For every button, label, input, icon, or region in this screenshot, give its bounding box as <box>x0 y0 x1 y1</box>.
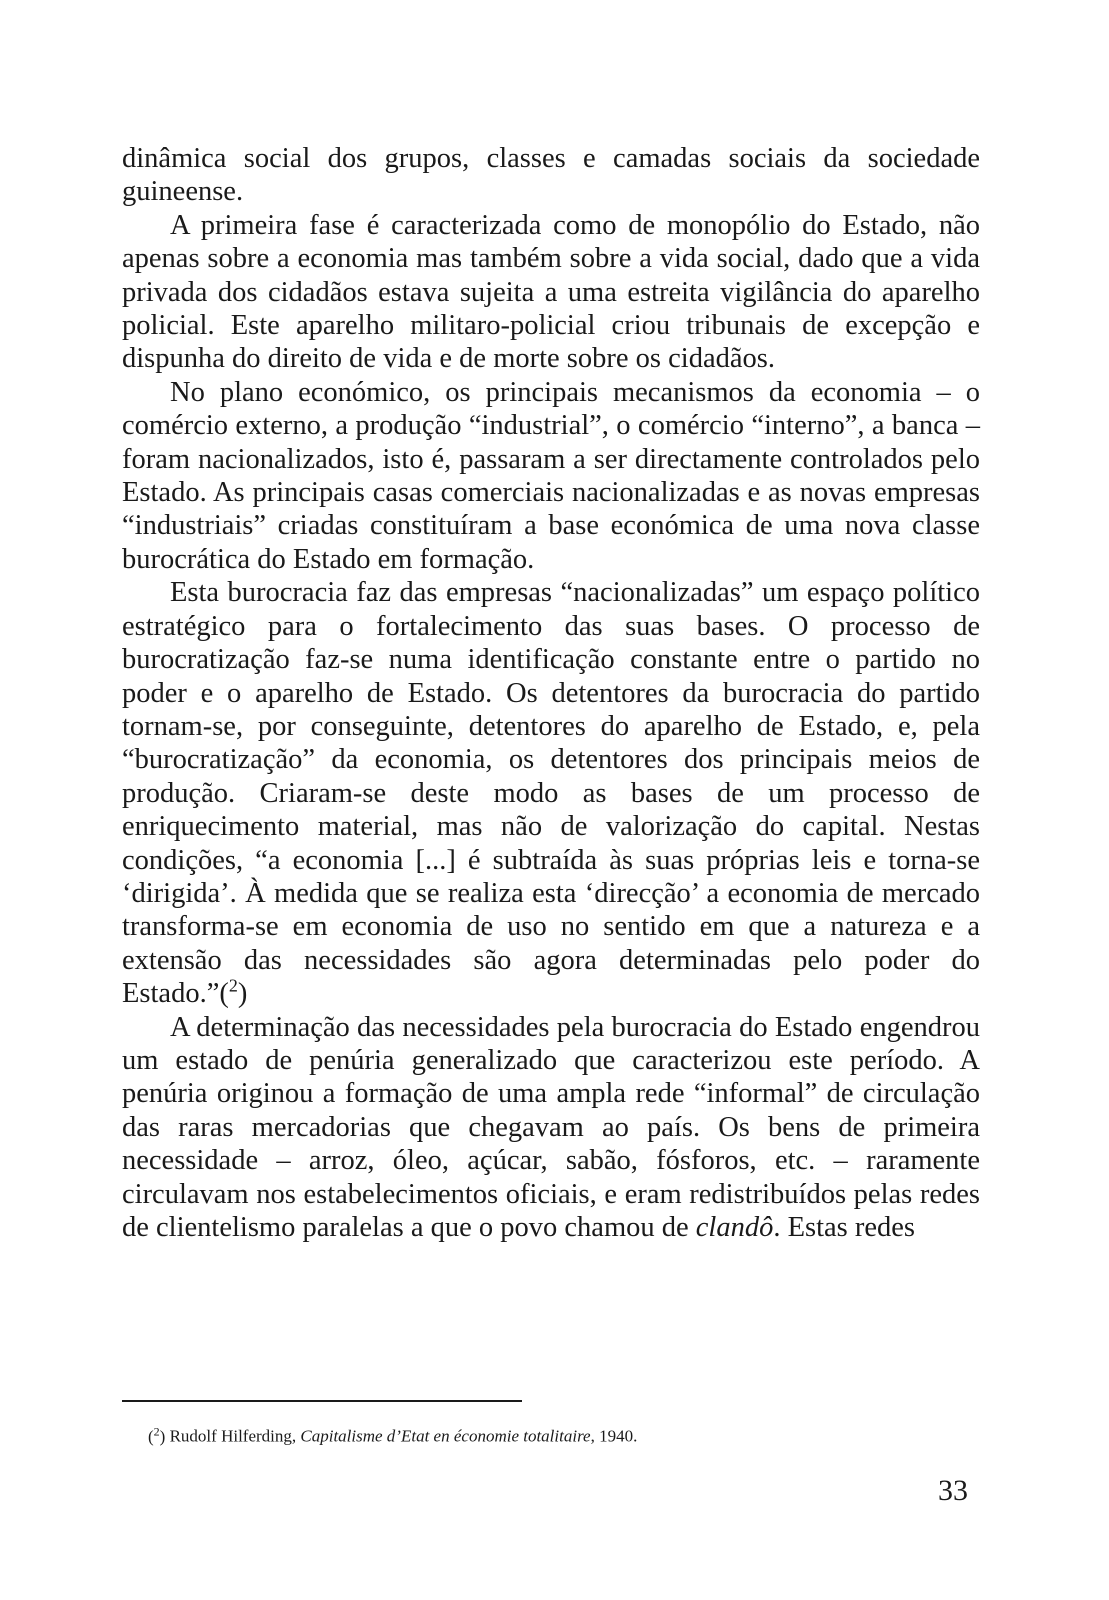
footnote-mark <box>148 1424 166 1446</box>
footnote-divider <box>122 1400 522 1402</box>
footnote <box>148 1420 968 1448</box>
paragraph-3: No plano económico, os principais mecanismos da economia – o comércio externo, a produção “industrial”, o comércio “interno”, a banca – foram nacionalizados, isto é, passaram a ser directamente controlados pelo Estado. As principais casas comerciais nacionalizadas e as novas empresas “industriais” criadas constituíram a base económica de uma nova classe burocrática do Estado em formação. <box>122 376 980 575</box>
footnote-mark-number: 2 <box>153 1424 160 1438</box>
paragraph-1: dinâmica social dos grupos, classes e camadas sociais da sociedade guineense. <box>122 143 980 208</box>
footnote-mark-close: ) <box>159 1426 166 1446</box>
paragraph-5 <box>122 1011 980 1245</box>
footnote-author: Rudolf Hilferding, <box>165 1426 301 1446</box>
paragraph-4 <box>122 576 980 1010</box>
footnote-title: Capitalisme d’Etat en économie totalitaire <box>300 1426 591 1446</box>
paragraph-4-text: Esta burocracia faz das empresas “nacionalizadas” um espaço político estratégico para o fortalecimento das suas bases. O processo de burocratização faz-se numa identificação constante entre o partido no poder e o aparelho de Estado. Os detentores da burocracia do partido tornam-se, por conseguinte, detentores do aparelho de Estado, e, pela “burocratização” da economia, os detentores dos principais meios de produção. Criaram-se deste modo as bases de um processo de enriquecimento material, mas não de valorização do capital. Nestas condições, “a economia [...] é subtraída às suas próprias leis e torna-se ‘dirigida’. À medida que se realiza esta ‘direcção’ a economia de mercado transforma-se em economia de uso no sentido em que a natureza e a extensão das necessidades são agora determinadas pelo poder do Estado.”( <box>122 577 980 1010</box>
paragraph-5-text: A determinação das necessidades pela burocracia do Estado engendrou um estado de penúria generalizado que caracterizou este período. A penúria originou a formação de uma ampla rede “informal” de circulação das raras mercadorias que chegavam ao país. Os bens de primeira necessidade – arroz, óleo, açúcar, sabão, fósforos, etc. – raramente circulavam nos estabelecimentos oficiais, e eram redistribuídos pelas redes de clientelismo paralelas a que o povo chamou de <box>122 1011 980 1243</box>
footnote-reference[interactable]: 2 <box>228 975 238 996</box>
footnote-mark-open: ( <box>148 1426 154 1446</box>
paragraph-5-end: . Estas redes <box>773 1212 916 1243</box>
paragraph-5-italic-term: clandô <box>695 1212 774 1243</box>
paragraph-2: A primeira fase é caracterizada como de monopólio do Estado, não apenas sobre a economia mas também sobre a vida social, dado que a vida privada dos cidadãos estava sujeita a uma estreita vigilância do aparelho policial. Este aparelho militaro-policial criou tribunais de excepção e dispunha do direito de vida e de morte sobre os cidadãos. <box>122 209 980 375</box>
page-body <box>122 142 980 1244</box>
footnote-year: , 1940. <box>590 1426 638 1446</box>
paragraph-4-end: ) <box>237 978 248 1010</box>
page-number: 33 <box>938 1474 968 1507</box>
